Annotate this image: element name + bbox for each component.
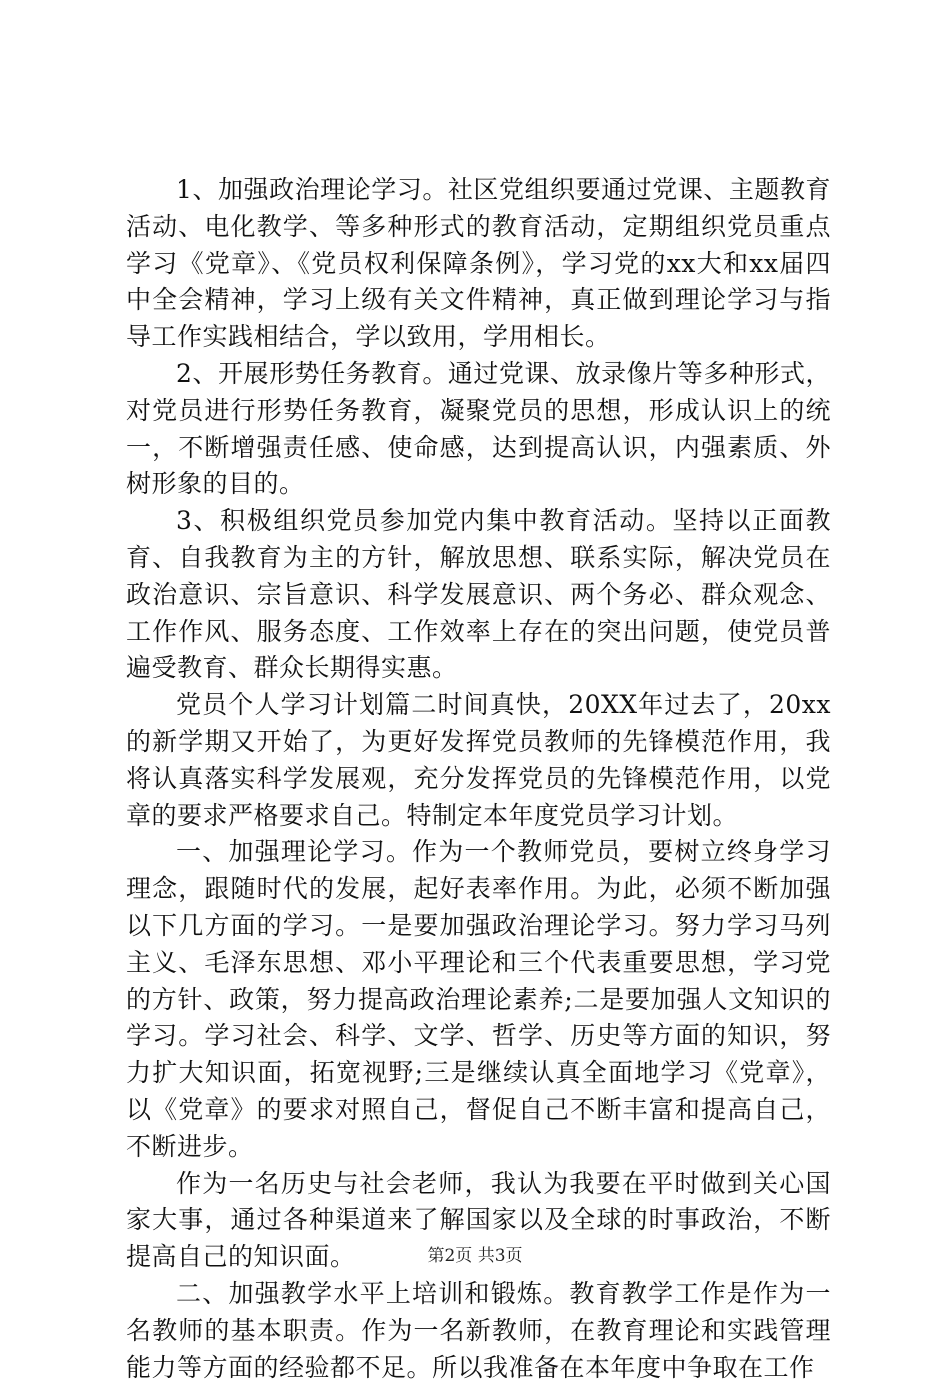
paragraph-6: 作为一名历史与社会老师，我认为我要在平时做到关心国家大事，通过各种渠道来了解国家以及全球的时事政治，不断提高自己的知识面。 [126,1168,831,1272]
paragraph-2: 2、开展形势任务教育。通过党课、放录像片等多种形式，对党员进行形势任务教育，凝聚党员的思想，形成认识上的统一，不断增强责任感、使命感，达到提高认识，内强素质、外树形象的目的。 [126,358,831,499]
page-footer: 第2页 共3页 [427,1246,523,1266]
paragraph-4: 党员个人学习计划篇二时间真快，20XX年过去了，20xx的新学期又开始了，为更好发挥党员教师的先锋模范作用，我将认真落实科学发展观，充分发挥党员的先锋模范作用，以党章的要求严格要求自己。特制定本年度党员学习计划。 [126,690,831,830]
paragraph-5: 一、加强理论学习。作为一个教师党员，要树立终身学习理念，跟随时代的发展，起好表率作用。为此，必须不断加强以下几方面的学习。一是要加强政治理论学习。努力学习马列主义、毛泽东思想、邓小平理论和三个代表重要思想，学习党的方针、政策，努力提高政治理论素养;二是要加强人文知识的学习。学习社会、科学、文学、哲学、历史等方面的知识，努力扩大知识面，拓宽视野;三是继续认真全面地学习《党章》，以《党章》的要求对照自己，督促自己不断丰富和提高自己，不断进步。 [126,837,831,1161]
paragraph-7: 二、加强教学水平上培训和锻炼。教育教学工作是作为一名教师的基本职责。作为一名新教师，在教育理论和实践管理能力等方面的经验都不足。所以我准备在本年度中争取在工作 [126,1278,831,1382]
document-body [126,172,831,1386]
paragraph-1: 1、加强政治理论学习。社区党组织要通过党课、主题教育活动、电化教学、等多种形式的教育活动，定期组织党员重点学习《党章》、《党员权利保障条例》，学习党的xx大和xx届四中全会精神，学习上级有关文件精神，真正做到理论学习与指导工作实践相结合，学以致用，学用相长。 [126,175,831,352]
paragraph-3: 3、积极组织党员参加党内集中教育活动。坚持以正面教育、自我教育为主的方针，解放思想、联系实际，解决党员在政治意识、宗旨意识、科学发展意识、两个务必、群众观念、工作作风、服务态度、工作效率上存在的突出问题，使党员普遍受教育、群众长期得实惠。 [126,506,831,683]
